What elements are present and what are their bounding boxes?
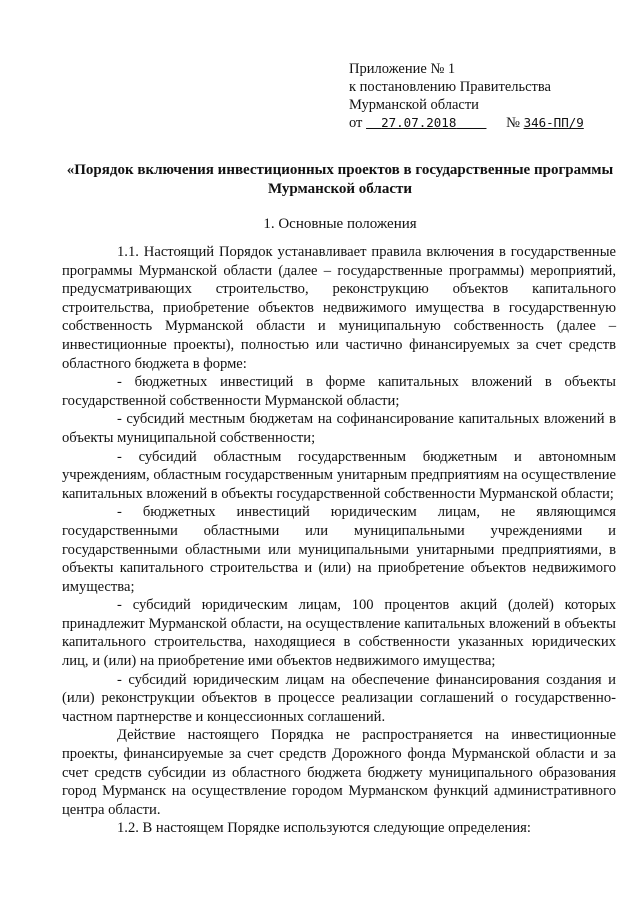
resolution-date: 27.07.2018: [381, 115, 457, 130]
paragraph-1-2: 1.2. В настоящем Порядке используются следующие определения:: [117, 820, 531, 837]
appendix-number: Приложение № 1: [349, 61, 456, 77]
list-item-institution-subsidies: - субсидий областным государственным бюджетным и автономным учреждениям, областным государственным унитарным предприятиям на осуществление капитальных вложений в объекты государственной собственности Мурманской области;: [62, 448, 616, 502]
number-prefix: №: [506, 115, 520, 131]
date-prefix: от: [349, 115, 363, 131]
appendix-region: Мурманской области: [349, 97, 479, 113]
appendix-reference: к постановлению Правительства: [349, 79, 551, 95]
appendix-date-line: [349, 114, 609, 132]
document-body: [62, 243, 616, 838]
document-title: «Порядок включения инвестиционных проектов в государственные программы Мурманской области: [66, 162, 614, 197]
list-item-legal-entity-investments: - бюджетных инвестиций юридическим лицам, не являющимся государственными областными или муниципальными учреждениями и государственными областными или муниципальными унитарными предприятиями, в объекты капитального строительства и (или) на приобретение объектов недвижимого имущества;: [62, 504, 616, 595]
appendix-header: [349, 60, 609, 132]
list-item-ppp-subsidies: - субсидий юридическим лицам на обеспечение финансирования создания и (или) реконструкции объектов в процессе реализации соглашений о государственно-частном партнерстве и концессионных соглашений.: [62, 671, 616, 725]
paragraph-1-1: 1.1. Настоящий Порядок устанавливает правила включения в государственные программы Мурманской области (далее – государственные программы) мероприятий, предусматривающих строительство, реконструкцию объектов капитального строительства, приобретение объектов недвижимого имущества в государственную собственность Мурманской области и муниципальную собственность (далее – инвестиционные проекты), полностью или частично финансируемых за счет средств областного бюджета в форме:: [62, 244, 616, 372]
section-heading: 1. Основные положения: [263, 216, 417, 232]
resolution-number: 346-ПП/9: [523, 115, 584, 130]
list-item-legal-entity-subsidies: - субсидий юридическим лицам, 100 процентов акций (долей) которых принадлежит Мурманской области, на осуществление капитальных вложений в объекты капитального строительства, находящиеся в собственности указанных юридических лиц, и (или) на приобретение ими объектов недвижимого имущества;: [62, 597, 616, 670]
paragraph-exclusions: Действие настоящего Порядка не распространяется на инвестиционные проекты, финансируемые за счет средств Дорожного фонда Мурманской области и за счет средств субсидии из областного бюджета бюджету муниципального образования город Мурманск на осуществление городом Мурманском функций административного центра области.: [62, 727, 616, 818]
list-item-local-subsidies: - субсидий местным бюджетам на софинансирование капитальных вложений в объекты муниципальной собственности;: [62, 411, 616, 446]
list-item-budget-investments: - бюджетных инвестиций в форме капитальных вложений в объекты государственной собственности Мурманской области;: [62, 374, 616, 409]
